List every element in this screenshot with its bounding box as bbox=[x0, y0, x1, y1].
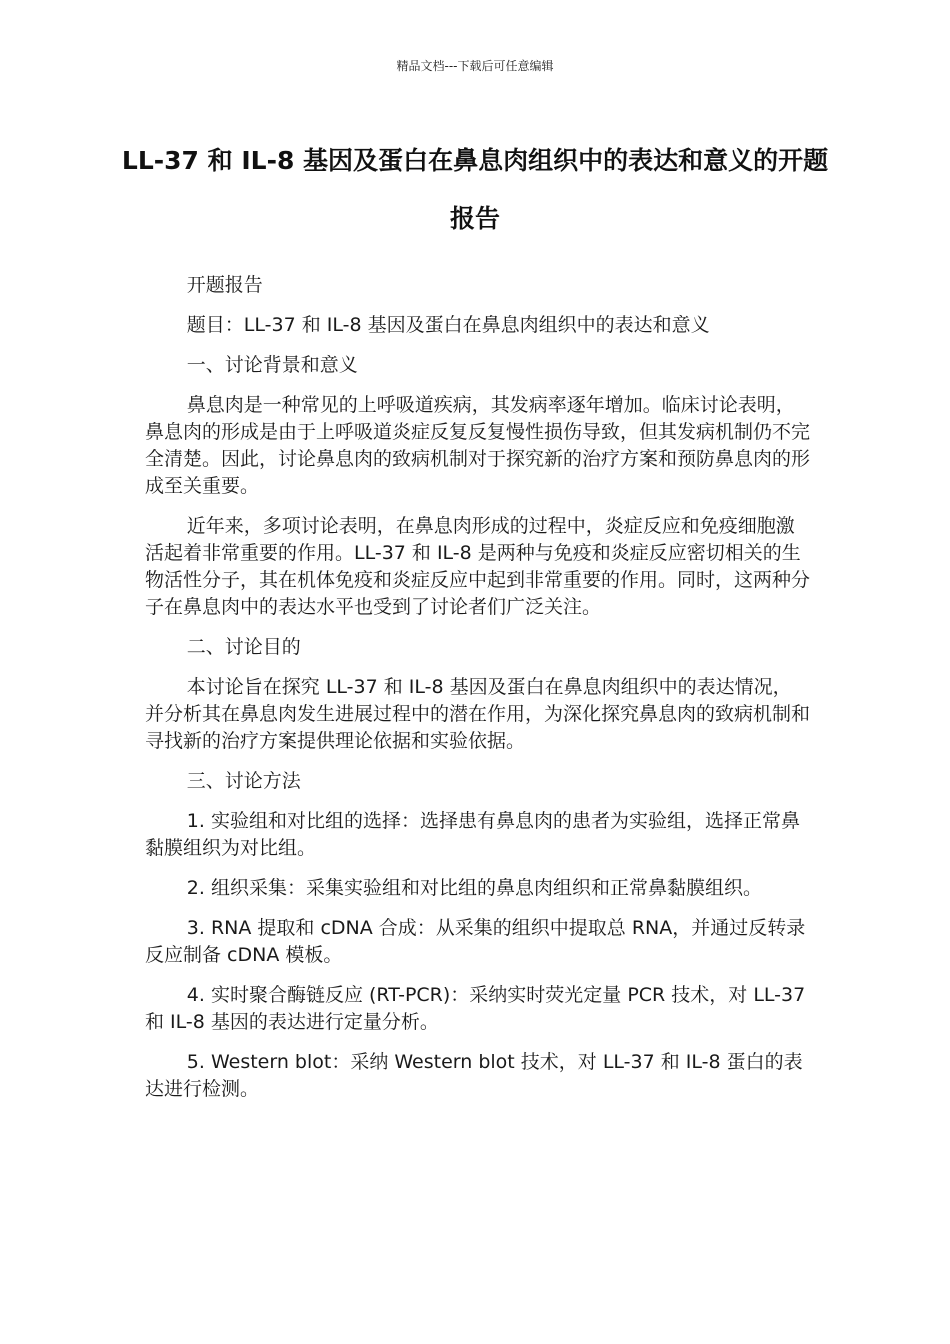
section-heading-background: 一、讨论背景和意义 bbox=[186, 354, 358, 376]
header-note: 精品文档---下载后可任意编辑 bbox=[396, 59, 554, 73]
section-heading-purpose: 二、讨论目的 bbox=[186, 636, 301, 658]
paragraph: 本讨论旨在探究 LL-37 和 IL-8 基因及蛋白在鼻息肉组织中的表达情况，并分析其在鼻息肉发生进展过程中的潜在作用，为深化探究鼻息肉的致病机制和寻找新的治疗方案提供理论依据和实验依据。 bbox=[145, 676, 811, 752]
method-item: 5. Western blot：采纳 Western blot 技术，对 LL-37 和 IL-8 蛋白的表达进行检测。 bbox=[145, 1051, 803, 1100]
method-item: 3. RNA 提取和 cDNA 合成：从采集的组织中提取总 RNA，并通过反转录反应制备 cDNA 模板。 bbox=[145, 917, 806, 966]
paragraph: 近年来，多项讨论表明，在鼻息肉形成的过程中，炎症反应和免疫细胞激活起着非常重要的作用。LL-37 和 IL-8 是两种与免疫和炎症反应密切相关的生物活性分子，其在机体免疫和炎症反应中起到非常重要的作用。同时，这两种分子在鼻息肉中的表达水平也受到了讨论者们广泛关注。 bbox=[145, 515, 811, 618]
section-heading-methods: 三、讨论方法 bbox=[186, 770, 301, 792]
method-item: 1. 实验组和对比组的选择：选择患有鼻息肉的患者为实验组，选择正常鼻黏膜组织为对比组。 bbox=[145, 810, 800, 859]
paragraph-report-label: 开题报告 bbox=[186, 274, 263, 296]
paragraph: 鼻息肉是一种常见的上呼吸道疾病，其发病率逐年增加。临床讨论表明，鼻息肉的形成是由于上呼吸道炎症反复反复慢性损伤导致，但其发病机制仍不完全清楚。因此，讨论鼻息肉的致病机制对于探究新的治疗方案和预防鼻息肉的形成至关重要。 bbox=[145, 394, 811, 497]
method-item: 2. 组织采集：采集实验组和对比组的鼻息肉组织和正常鼻黏膜组织。 bbox=[186, 877, 762, 899]
paragraph-topic: 题目：LL-37 和 IL-8 基因及蛋白在鼻息肉组织中的表达和意义 bbox=[186, 314, 710, 336]
method-item: 4. 实时聚合酶链反应 (RT-PCR)：采纳实时荧光定量 PCR 技术，对 LL-37 和 IL-8 基因的表达进行定量分析。 bbox=[145, 984, 806, 1033]
document-body bbox=[145, 272, 810, 1116]
document-title: LL-37 和 IL-8 基因及蛋白在鼻息肉组织中的表达和意义的开题报告 bbox=[121, 146, 829, 233]
